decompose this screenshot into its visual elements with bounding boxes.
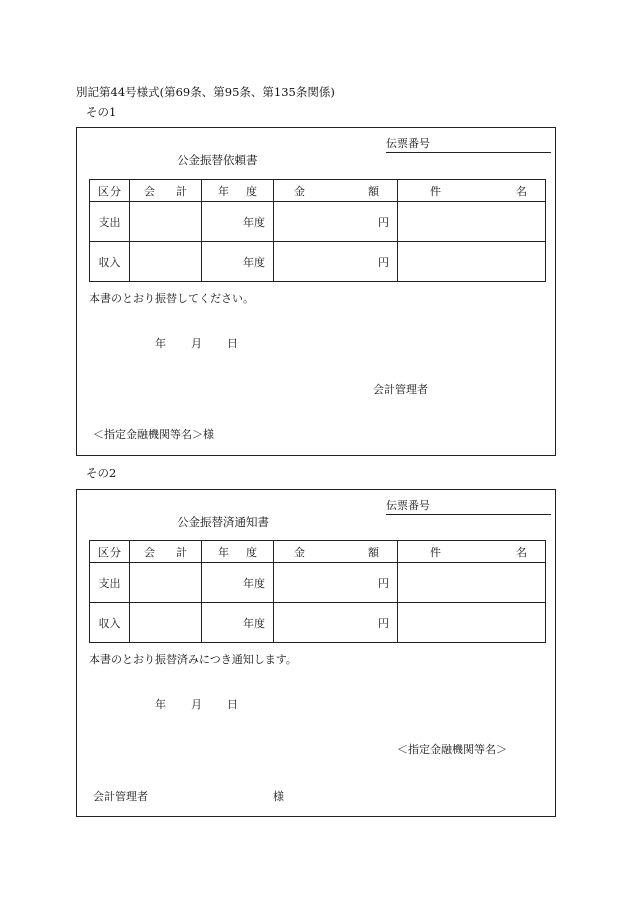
header-nendo: 年 度 bbox=[202, 180, 274, 202]
row-kaikei-cell[interactable] bbox=[130, 563, 202, 603]
notice-text: 本書のとおり振替済みにつき通知します。 bbox=[89, 653, 297, 666]
header-kubun: 区 分 bbox=[90, 180, 130, 202]
row-nendo-cell[interactable]: 年度 bbox=[202, 563, 274, 603]
accounting-manager: 会計管理者 bbox=[93, 790, 148, 803]
accounting-manager: 会計管理者 bbox=[373, 383, 428, 396]
row-item-cell[interactable] bbox=[398, 563, 546, 603]
header-nendo: 年 度 bbox=[202, 541, 274, 563]
table-row bbox=[90, 202, 546, 242]
table-row bbox=[90, 603, 546, 643]
table-row bbox=[90, 242, 546, 282]
header-kaikei: 会 計 bbox=[130, 541, 202, 563]
header-kubun: 区 分 bbox=[90, 541, 130, 563]
transfer-table bbox=[89, 540, 546, 643]
table-header-row bbox=[90, 180, 546, 202]
row-amount-cell[interactable]: 円 bbox=[274, 202, 398, 242]
row-nendo-cell[interactable]: 年度 bbox=[202, 242, 274, 282]
request-text: 本書のとおり振替してください。 bbox=[89, 292, 254, 305]
row-item-cell[interactable] bbox=[398, 202, 546, 242]
document-title: 公金振替済通知書 bbox=[177, 515, 269, 529]
date-day: 日 bbox=[227, 337, 238, 350]
header-kingaku: 金 額 bbox=[274, 541, 398, 563]
row-amount-cell[interactable]: 円 bbox=[274, 563, 398, 603]
row-kubun: 収入 bbox=[90, 603, 130, 643]
header-kenmei: 件 名 bbox=[398, 180, 546, 202]
header-kingaku: 金 額 bbox=[274, 180, 398, 202]
row-kaikei-cell[interactable] bbox=[130, 603, 202, 643]
transfer-table bbox=[89, 179, 546, 282]
form2-label: その2 bbox=[86, 466, 117, 480]
row-nendo-cell[interactable]: 年度 bbox=[202, 202, 274, 242]
honorific-sama: 様 bbox=[273, 790, 284, 803]
date-month: 月 bbox=[191, 698, 202, 711]
header-kaikei: 会 計 bbox=[130, 180, 202, 202]
date-year: 年 bbox=[155, 698, 166, 711]
row-kubun: 支出 bbox=[90, 563, 130, 603]
row-amount-cell[interactable]: 円 bbox=[274, 603, 398, 643]
slip-number-field[interactable]: 伝票番号 bbox=[386, 135, 551, 153]
document-title: 公金振替依頼書 bbox=[177, 153, 258, 167]
date-line bbox=[155, 696, 238, 712]
date-year: 年 bbox=[155, 337, 166, 350]
date-day: 日 bbox=[227, 698, 238, 711]
form-heading: 別記第44号様式(第69条、第95条、第135条関係) bbox=[76, 85, 335, 99]
bank-addressee: ＜指定金融機関等名＞様 bbox=[93, 428, 214, 441]
form1-box bbox=[76, 127, 556, 456]
form2-box bbox=[76, 489, 556, 817]
row-kaikei-cell[interactable] bbox=[130, 242, 202, 282]
row-kaikei-cell[interactable] bbox=[130, 202, 202, 242]
date-line bbox=[155, 335, 238, 351]
form1-label: その1 bbox=[86, 105, 117, 119]
slip-number-field[interactable]: 伝票番号 bbox=[386, 497, 551, 515]
header-kenmei: 件 名 bbox=[398, 541, 546, 563]
row-amount-cell[interactable]: 円 bbox=[274, 242, 398, 282]
row-item-cell[interactable] bbox=[398, 603, 546, 643]
row-item-cell[interactable] bbox=[398, 242, 546, 282]
row-kubun: 支出 bbox=[90, 202, 130, 242]
row-nendo-cell[interactable]: 年度 bbox=[202, 603, 274, 643]
bank-name: ＜指定金融機関等名＞ bbox=[397, 743, 507, 756]
date-month: 月 bbox=[191, 337, 202, 350]
row-kubun: 収入 bbox=[90, 242, 130, 282]
table-header-row bbox=[90, 541, 546, 563]
table-row bbox=[90, 563, 546, 603]
